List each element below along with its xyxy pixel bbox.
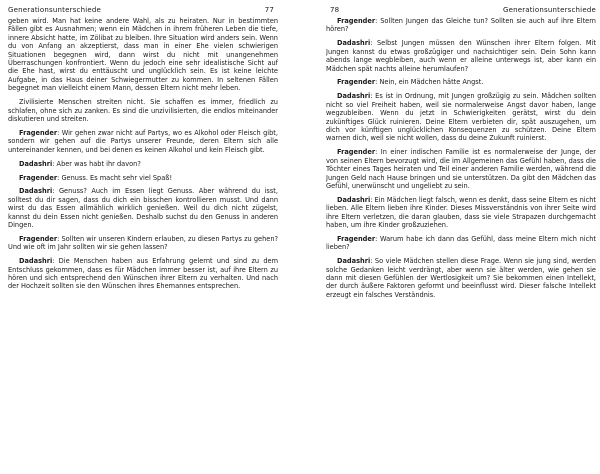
dialogue-paragraph: Dadashri: Aber was habt ihr davon? bbox=[19, 159, 141, 168]
speaker-name: Fragender bbox=[19, 234, 58, 243]
page-number: 77 bbox=[264, 6, 274, 14]
page-body bbox=[326, 17, 596, 299]
speaker-name: Dadashri bbox=[337, 39, 371, 48]
running-head bbox=[326, 6, 596, 16]
dialogue-paragraph: Fragender: Sollten wir unseren Kindern erlauben, zu diesen Partys zu gehen? Und wie oft im Jahr sollten wir sie gehen lassen? bbox=[8, 234, 278, 252]
speaker-name: Dadashri bbox=[337, 195, 371, 204]
speaker-name: Dadashri bbox=[337, 257, 371, 266]
dialogue-paragraph: Dadashri: Selbst Jungen müssen den Wünschen ihrer Eltern folgen. Mit Jungen kannst du etwas großzügiger und nachsichtiger sein. Dein Sohn kann abends lange wegbleiben, auch wenn er alleine unterwegs ist, aber kann ein Mädchen spät nachts alleine herumlaufen? bbox=[326, 39, 596, 73]
dialogue-paragraph: Fragender: Wir gehen zwar nicht auf Partys, wo es Alkohol oder Fleisch gibt, sondern wir gehen auf die Partys unserer Freunde, deren Eltern sich alle untereinander kennen, und bei denen es keinen Alkohol und kein Fleisch gibt. bbox=[8, 128, 278, 154]
speaker-name: Dadashri bbox=[19, 187, 53, 196]
speaker-name: Fragender bbox=[19, 173, 58, 182]
dialogue-paragraph: Fragender: In einer indischen Familie ist es normalerweise der Junge, der von seinen Eltern bevorzugt wird, die im Allgemeinen das Gefühl haben, dass die Töchter eines Tages heiraten und Teil einer anderen Familie werden, während die Jungen Geld nach Hause bringen und sie unterstützen. Da gibt den Mädchen das Gefühl, unerwünscht und ungeliebt zu sein. bbox=[326, 148, 596, 190]
dialogue-paragraph: Dadashri: Es ist in Ordnung, mit Jungen großzügig zu sein. Mädchen sollten nicht so viel Freiheit haben, weil sie normalerweise Angst davor haben, lange wegzubleiben. Wenn du jetzt in Schwierigkeiten gerätst, wirst du dein zukünftiges Glück ruinieren. Deine Eltern verbieten dir, spät auszugehen, um dich vor künftigen unglücklichen Konsequenzen zu schützen. Deine Eltern warnen dich, weil sie nicht wollen, dass du deine Zukunft ruinierst. bbox=[326, 92, 596, 143]
speaker-name: Fragender bbox=[337, 78, 376, 87]
speaker-name: Fragender bbox=[19, 128, 58, 137]
dialogue-paragraph: Fragender: Genuss. Es macht sehr viel Spaß! bbox=[19, 173, 173, 182]
dialogue-paragraph: Dadashri: So viele Mädchen stellen diese Frage. Wenn sie jung sind, werden solche Gedanken leicht verdrängt, aber wenn sie älter werden, wie gehen sie dann mit diesen Gefühlen der Wertlosigkeit um? Sie bekommen einen Intellekt, der durch äußere Faktoren geformt und beeinflusst wird. Dieser falsche Intellekt erzeugt ein falsches Verständnis. bbox=[326, 257, 596, 299]
dialogue-paragraph: Dadashri: Genuss? Auch im Essen liegt Genuss. Aber während du isst, solltest du dir sagen, dass du dich ein bisschen kontrollieren musst. Und dann wirst du das Essen allmählich wirklich genießen. Weil du dich nicht zügelst, kannst du dein Essen nicht genießen. Deshalb suchst du den Genuss in anderen Dingen. bbox=[8, 187, 278, 230]
left-page bbox=[8, 0, 278, 474]
speaker-name: Fragender bbox=[337, 148, 376, 157]
running-head bbox=[8, 6, 278, 16]
dialogue-paragraph: Fragender: Nein, ein Mädchen hätte Angst. bbox=[337, 78, 484, 87]
dialogue-paragraph: Fragender: Warum habe ich dann das Gefühl, dass meine Eltern mich nicht lieben? bbox=[326, 234, 596, 252]
header-title: Generationsunterschiede bbox=[8, 6, 102, 14]
speaker-name: Fragender bbox=[337, 17, 376, 25]
speaker-name: Dadashri bbox=[19, 159, 53, 168]
header-title: Generationsunterschiede bbox=[502, 6, 596, 14]
dialogue-paragraph: Dadashri: Ein Mädchen liegt falsch, wenn es denkt, dass seine Eltern es nicht lieben. Alle Eltern lieben ihre Kinder. Dieses Missverständnis von ihrer Seite wird ihre Eltern verletzen, die daran glauben, dass sie viele Strapazen durchgemacht haben, um ihre Kinder großzuziehen. bbox=[326, 195, 596, 230]
speaker-name: Dadashri bbox=[19, 257, 53, 266]
paragraph: Zivilisierte Menschen streiten nicht. Sie schaffen es immer, friedlich zu schlafen, ohne sich zu zanken. Es sind die unzivilisierten, die endlos miteinander diskutieren und streiten. bbox=[8, 98, 278, 123]
paragraph: geben wird. Man hat keine andere Wahl, als zu heiraten. Nur in bestimmten Fällen gibt es Ausnahmen; wenn ein Mädchen in ihrem früheren Leben die tiefe, innere Absicht hatte, im Zölibat zu bleiben. Ihre Situation wird anders sein. Wenn du von Anfang an akzeptierst, dass man in einer Ehe vielen schwierigen Situationen begegnen wird, dann wirst du nicht mit unangenehmen Überraschungen konfrontiert. Wenn du jedoch eine sehr idealistische Sicht auf die Ehe hast, wirst du enttäuscht und unglücklich sein. Es ist keine leichte Aufgabe, in das Haus deiner Schwiegermutter zu kommen. In seltenen Fällen begegnet man vielleicht einem Mann, dessen Eltern nicht mehr leben. bbox=[8, 17, 278, 93]
right-page bbox=[326, 0, 596, 474]
dialogue-paragraph: Fragender: Sollten Jungen das Gleiche tun? Sollten sie auch auf ihre Eltern hören? bbox=[326, 17, 596, 34]
speaker-name: Fragender bbox=[337, 234, 376, 243]
page-body bbox=[8, 17, 278, 291]
page-number: 78 bbox=[330, 6, 340, 14]
dialogue-paragraph: Dadashri: Die Menschen haben aus Erfahrung gelernt und sind zu dem Entschluss gekommen, dass es für Mädchen immer besser ist, auf ihre Eltern zu hören und sich entsprechend den Wünschen ihrer Eltern zu verhalten. Und nach der Hochzeit sollten sie den Wünschen ihres Ehemannes entsprechen. bbox=[8, 257, 278, 291]
speaker-name: Dadashri bbox=[337, 92, 371, 101]
